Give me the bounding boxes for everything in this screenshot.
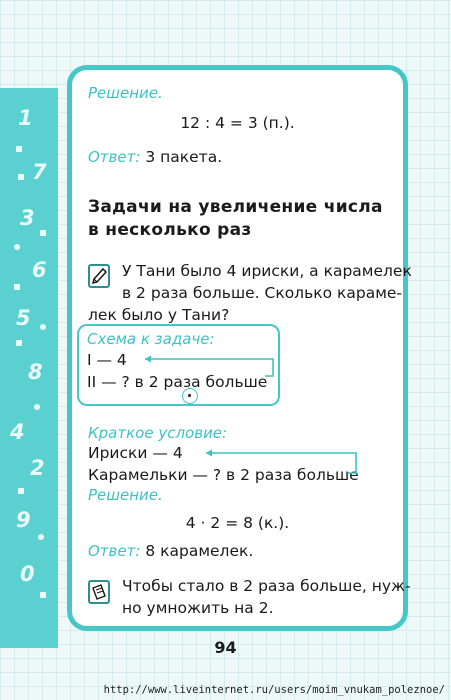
strip-digit: 6 (32, 258, 47, 282)
solution-label: Решение. (88, 84, 163, 102)
condition-label: Краткое условие: (88, 424, 228, 442)
section-heading-line1: Задачи на увеличение числа (88, 197, 383, 217)
answer-text-2: 8 карамелек. (145, 542, 254, 560)
scheme-row-1: I — 4 (87, 351, 127, 369)
rule-line-1: Чтобы стало в 2 раза больше, нуж- (122, 577, 411, 595)
strip-square (14, 284, 20, 290)
strip-digit: 1 (18, 106, 33, 130)
problem-line: лек было у Тани? (88, 306, 230, 324)
page-number: 94 (214, 638, 237, 657)
scheme-title: Схема к задаче: (87, 330, 215, 348)
content-card (67, 65, 412, 631)
pencil-icon (88, 264, 110, 288)
strip-square (18, 174, 24, 180)
multiply-dot-circle (182, 388, 198, 404)
answer-label: Ответ: (88, 148, 141, 166)
solution-equation-2: 4 · 2 = 8 (к.). (185, 514, 290, 532)
strip-digit: 0 (20, 562, 35, 586)
strip-digit: 5 (16, 306, 31, 330)
strip-digit: 9 (16, 508, 31, 532)
solution-label-2: Решение. (88, 486, 163, 504)
answer-text: 3 пакета. (145, 148, 223, 166)
condition-row-2: Карамельки — ? в 2 раза больше (88, 466, 359, 484)
strip-digit: 2 (30, 456, 45, 480)
decorative-number-strip (0, 88, 58, 648)
condition-arrow (200, 447, 360, 477)
strip-digit: 7 (32, 160, 47, 184)
strip-square (40, 230, 46, 236)
multiply-dot (188, 394, 191, 397)
strip-digit: 8 (28, 360, 43, 384)
answer-line (88, 146, 222, 168)
note-icon (88, 580, 110, 604)
strip-digit: 4 (10, 420, 25, 444)
problem-line: в 2 раза больше. Сколько карамe- (122, 284, 403, 302)
source-url[interactable]: http://www.liveinternet.ru/users/moim_vnukam_poleznoe/ (103, 684, 445, 696)
answer-label-2: Ответ: (88, 542, 141, 560)
condition-row-1: Ириски — 4 (88, 444, 183, 462)
scheme-box (77, 324, 280, 406)
strip-square (16, 146, 22, 152)
strip-dot (38, 534, 44, 540)
answer-line-2 (88, 540, 253, 562)
solution-equation: 12 : 4 = 3 (п.). (180, 114, 295, 132)
problem-line: У Тани было 4 ириски, а карамелек (122, 262, 412, 280)
scheme-row-2: II — ? в 2 раза больше (87, 373, 268, 391)
scheme-arrow (139, 354, 279, 380)
strip-digit: 3 (20, 206, 35, 230)
strip-square (16, 340, 22, 346)
strip-dot (34, 404, 40, 410)
strip-square (40, 592, 46, 598)
strip-dot (14, 244, 20, 250)
section-heading-line2: в несколько раз (88, 220, 252, 240)
strip-dot (40, 324, 46, 330)
strip-square (18, 488, 24, 494)
rule-line-2: но умножить на 2. (122, 599, 274, 617)
